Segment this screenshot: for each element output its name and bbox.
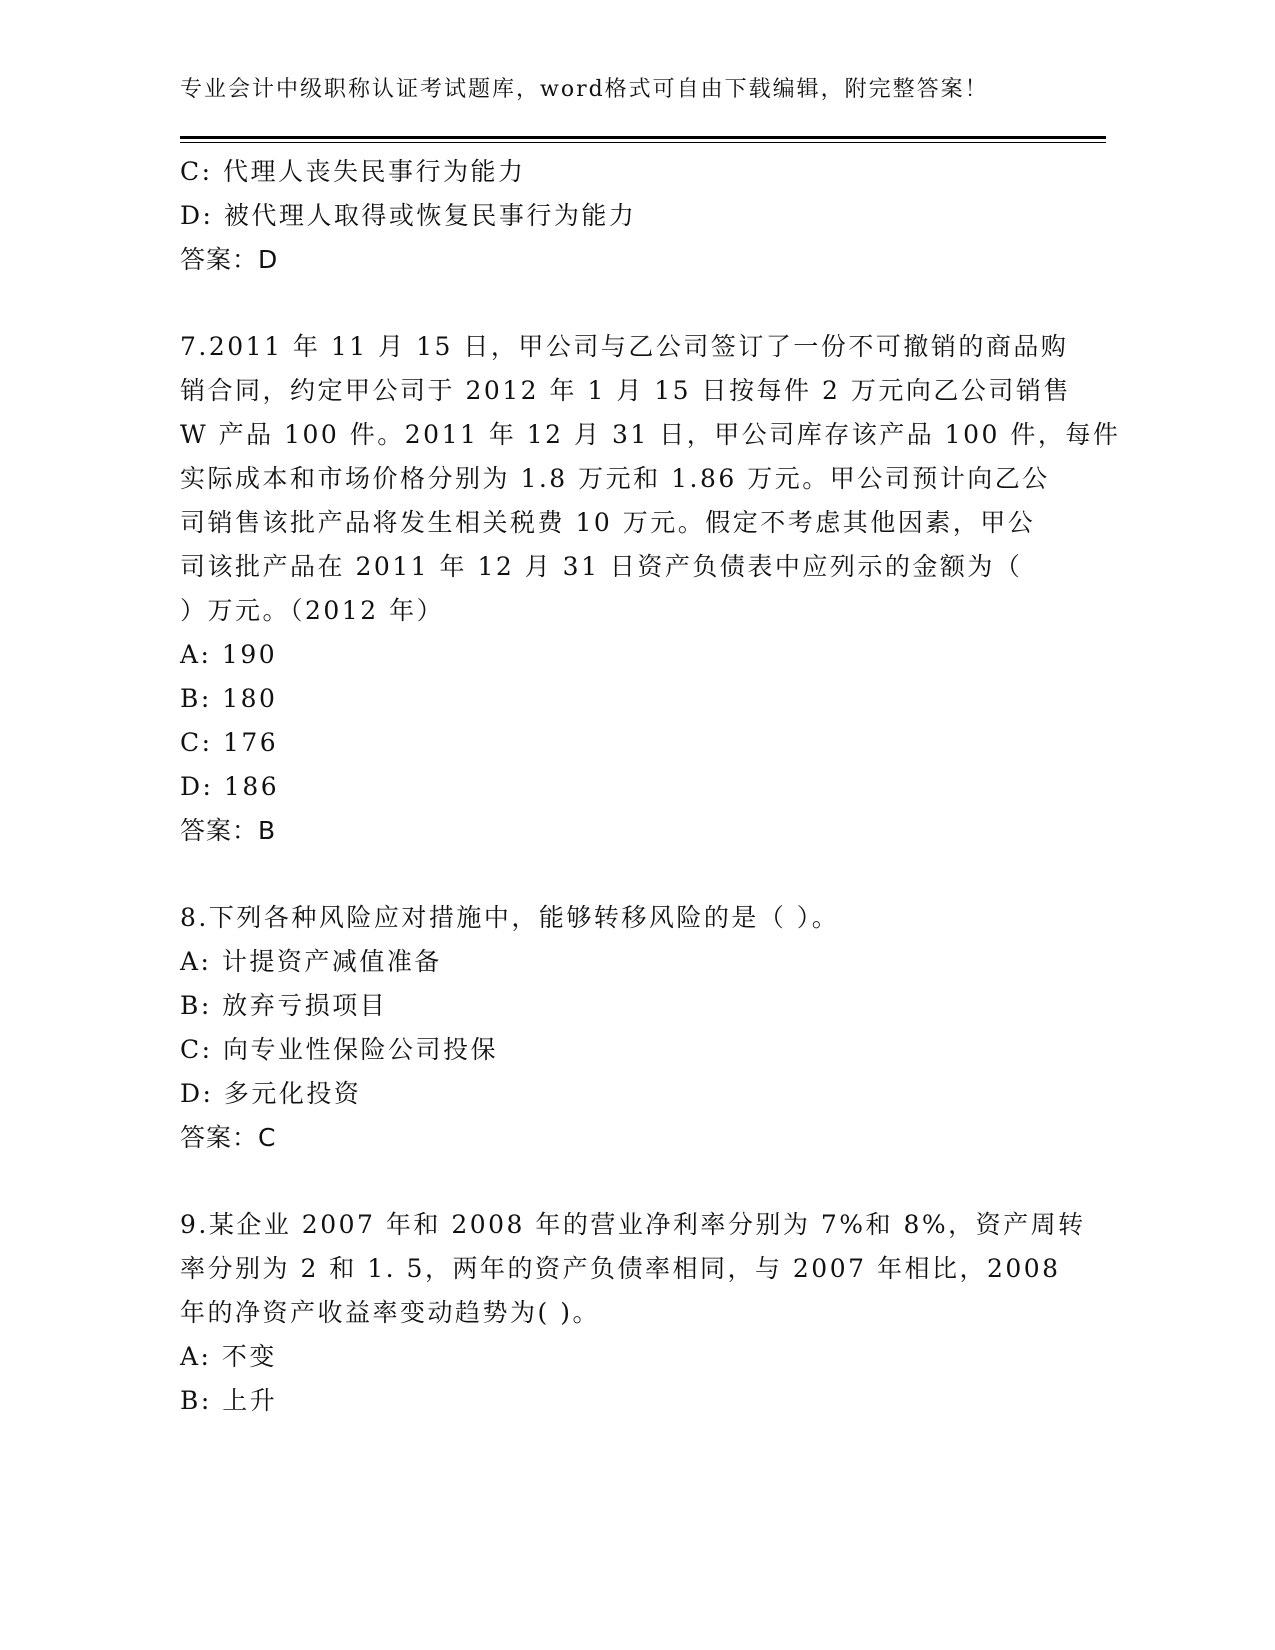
answer: 答案：D bbox=[180, 245, 279, 274]
option-b: B: 放弃亏损项目 bbox=[180, 991, 388, 1020]
header-rule-thin bbox=[180, 142, 1106, 143]
question-stem-line: 司销售该批产品将发生相关税费 10 万元。假定不考虑其他因素，甲公 bbox=[180, 508, 1036, 537]
question-stem-line: 年的净资产收益率变动趋势为( )。 bbox=[180, 1298, 600, 1327]
option-a: A: 不变 bbox=[180, 1342, 277, 1371]
answer: 答案：B bbox=[180, 816, 277, 845]
option-c: C: 向专业性保险公司投保 bbox=[180, 1035, 498, 1064]
spacer bbox=[180, 853, 1030, 896]
question-stem-line: 9.某企业 2007 年和 2008 年的营业净利率分别为 7%和 8%，资产周转 bbox=[180, 1210, 1086, 1239]
option-b: B: 180 bbox=[180, 684, 278, 713]
option-c: C: 176 bbox=[180, 728, 279, 757]
question-stem-line: W 产品 100 件。2011 年 12 月 31 日，甲公司库存该产品 100 件，每件 bbox=[180, 420, 1121, 449]
question-stem-line: 司该批产品在 2011 年 12 月 31 日资产负债表中应列示的金额为（ bbox=[180, 552, 1023, 581]
header-rule-thick bbox=[180, 136, 1106, 139]
option-c: C: 代理人丧失民事行为能力 bbox=[180, 157, 526, 186]
spacer bbox=[180, 1160, 1030, 1203]
option-d: D: 多元化投资 bbox=[180, 1079, 362, 1108]
option-b: B: 上升 bbox=[180, 1386, 278, 1415]
question-stem-line: 销合同，约定甲公司于 2012 年 1 月 15 日按每件 2 万元向乙公司销售 bbox=[180, 376, 1071, 405]
question-stem-line: 率分别为 2 和 1. 5，两年的资产负债率相同，与 2007 年相比，2008 bbox=[180, 1254, 1061, 1283]
option-d: D: 186 bbox=[180, 772, 280, 801]
question-list bbox=[180, 150, 1121, 1423]
option-a: A: 190 bbox=[180, 640, 278, 669]
question-8 bbox=[180, 896, 1030, 1160]
question-stem-line: 实际成本和市场价格分别为 1.8 万元和 1.86 万元。甲公司预计向乙公 bbox=[180, 464, 1050, 493]
spacer bbox=[180, 282, 1030, 325]
question-9 bbox=[180, 1203, 1086, 1423]
page-header: 专业会计中级职称认证考试题库，word格式可自由下载编辑，附完整答案！ bbox=[180, 77, 989, 102]
question-stem-line: 7.2011 年 11 月 15 日，甲公司与乙公司签订了一份不可撤销的商品购 bbox=[180, 332, 1069, 361]
option-d: D: 被代理人取得或恢复民事行为能力 bbox=[180, 201, 637, 230]
answer: 答案：C bbox=[180, 1123, 277, 1152]
question-stem: 8.下列各种风险应对措施中，能够转移风险的是（ ）。 bbox=[180, 903, 840, 932]
question-6 bbox=[180, 150, 1030, 282]
question-7 bbox=[180, 325, 1121, 853]
option-a: A: 计提资产减值准备 bbox=[180, 947, 442, 976]
question-stem-line: ）万元。（2012 年） bbox=[180, 596, 445, 625]
